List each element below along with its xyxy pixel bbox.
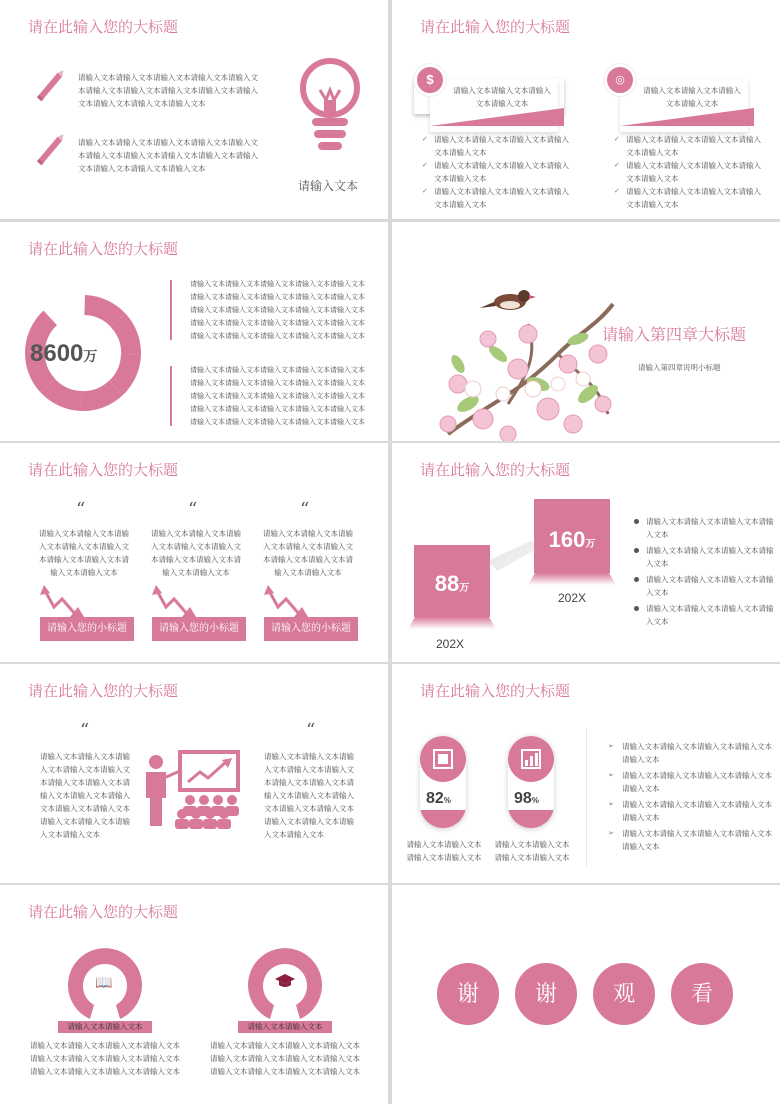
paragraph-1: 请输入文本请输入文本请输入文本请输入文本请输入文本请输入文本请输入文本请输入文本请输入文本请输入文本请输入文本请输入文本请输入文本请输入文本请输入文本请输入文本请输入文本请输入文本请输入文本请输入文本请输入文本请输入文本请输入文本请输入文本请输入文本 (190, 281, 365, 340)
slide-title: 请在此输入您的大标题 (420, 462, 571, 479)
subtitle-label: 请输入您的小标题 (264, 617, 358, 641)
list-item: ✓ 请输入文本请输入文本请输入文本请输入文本请输入文本 (614, 185, 766, 211)
quote-mark: “ (76, 499, 86, 520)
label-1: 请输入文本请输入文本 (58, 1021, 152, 1033)
slide-title: 请在此输入您的大标题 (28, 904, 179, 921)
thanks-char: 观 (593, 963, 655, 1025)
caption-2: 请输入文本请输入文本请输入文本请输入文本 (494, 840, 570, 862)
coins-icon: ◎ (604, 64, 636, 96)
bar-value-1: 88万 (414, 545, 490, 617)
slide-title: 请在此输入您的大标题 (420, 683, 571, 700)
bar-value-2: 160万 (534, 499, 610, 573)
list-item: ➢ 请输入文本请输入文本请输入文本请输入文本请输入文本 (608, 798, 772, 824)
book-icon: 📖 (95, 974, 113, 990)
year-label-2: 202X (558, 591, 587, 605)
pencil-icon (32, 126, 72, 171)
list-item: 请输入文本请输入文本请输入文本请输入文本 (632, 573, 778, 599)
list-item: ✓ 请输入文本请输入文本请输入文本请输入文本请输入文本 (422, 133, 574, 159)
bulb-caption: 请输入文本 (298, 179, 359, 193)
chapter-subtitle: 请输入第四章说明小标题 (638, 363, 721, 372)
text-2: 请输入文本请输入文本请输入文本请输入文本请输入文本请输入文本请输入文本请输入文本请输入文本请输入文本请输入文本请输入文本 (210, 1041, 360, 1076)
label-2: 请输入文本请输入文本 (238, 1021, 332, 1033)
list-item: ➢ 请输入文本请输入文本请输入文本请输入文本请输入文本 (608, 740, 772, 766)
list-item: ➢ 请输入文本请输入文本请输入文本请输入文本请输入文本 (608, 827, 772, 853)
slide-7 (0, 664, 388, 883)
slide-title: 请在此输入您的大标题 (28, 241, 179, 258)
slide-2 (392, 0, 780, 219)
trend-down-icon (40, 585, 96, 619)
bird-icon (480, 286, 548, 316)
safe-icon (432, 748, 454, 770)
text-card: 请输入文本请输入文本请输入文本请输入文本 (430, 80, 558, 132)
slide-6 (392, 443, 780, 662)
pencil-icon (32, 62, 72, 107)
slide-10 (392, 885, 780, 1104)
list-item: 请输入文本请输入文本请输入文本请输入文本 (632, 515, 778, 541)
quote-mark: “ (300, 499, 310, 520)
lightbulb-icon (296, 56, 364, 162)
list-item: ✓ 请输入文本请输入文本请输入文本请输入文本请输入文本 (614, 133, 766, 159)
graduation-cap-icon (275, 973, 295, 989)
column-text: 请输入文本请输入文本请输入文本请输入文本请输入文本请输入文本请输入文本请输入文本请输入文本 (263, 529, 353, 577)
thanks-char: 谢 (515, 963, 577, 1025)
left-text: 请输入文本请输入文本请输入文本请输入文本请输入文本请输入文本请输入文本请输入文本请输入文本请输入文本请输入文本请输入文本请输入文本请输入文本请输入文本请输入文本 (40, 752, 130, 839)
subtitle-label: 请输入您的小标题 (152, 617, 246, 641)
list-item: 请输入文本请输入文本请输入文本请输入文本 (632, 544, 778, 570)
thanks-char: 谢 (437, 963, 499, 1025)
text-card: 请输入文本请输入文本请输入文本请输入文本 (620, 80, 748, 132)
paragraph-2: 请输入文本请输入文本请输入文本请输入文本请输入文本请输入文本请输入文本请输入文本请输入文本请输入文本请输入文本请输入文本请输入文本请输入文本请输入文本请输入文本请输入文本请输入文本请输入文本请输入文本请输入文本请输入文本请输入文本请输入文本请输入文本 (190, 367, 365, 426)
trend-down-icon (152, 585, 208, 619)
quote-mark: “ (188, 499, 198, 520)
slide-8 (392, 664, 780, 883)
slide-9 (0, 885, 388, 1104)
paragraph-1: 请输入文本请输入文本请输入文本请输入文本请输入文本请输入文本请输入文本请输入文本请输入文本请输入文本请输入文本请输入文本请输入文本 (78, 73, 258, 108)
list-item: ✓ 请输入文本请输入文本请输入文本请输入文本请输入文本 (422, 159, 574, 185)
caption-1: 请输入文本请输入文本请输入文本请输入文本 (406, 840, 482, 862)
slide-title: 请在此输入您的大标题 (420, 19, 571, 36)
text-1: 请输入文本请输入文本请输入文本请输入文本请输入文本请输入文本请输入文本请输入文本请输入文本请输入文本请输入文本请输入文本 (30, 1041, 180, 1076)
list-item: ✓ 请输入文本请输入文本请输入文本请输入文本请输入文本 (422, 185, 574, 211)
percent-1: 82% (426, 790, 451, 807)
slide-5 (0, 443, 388, 662)
column-text: 请输入文本请输入文本请输入文本请输入文本请输入文本请输入文本请输入文本请输入文本请输入文本 (151, 529, 241, 577)
slide-4 (392, 222, 780, 441)
slide-1 (0, 0, 388, 219)
list-item: 请输入文本请输入文本请输入文本请输入文本 (632, 602, 778, 628)
thanks-char: 看 (671, 963, 733, 1025)
presentation-icon (142, 750, 244, 830)
slide-title: 请在此输入您的大标题 (28, 683, 179, 700)
big-number: 8600万 (30, 340, 98, 367)
right-text: 请输入文本请输入文本请输入文本请输入文本请输入文本请输入文本请输入文本请输入文本请输入文本请输入文本请输入文本请输入文本请输入文本请输入文本请输入文本请输入文本 (264, 752, 354, 839)
dollar-icon: $ (414, 64, 446, 96)
column-text: 请输入文本请输入文本请输入文本请输入文本请输入文本请输入文本请输入文本请输入文本请输入文本 (39, 529, 129, 577)
list-item: ➢ 请输入文本请输入文本请输入文本请输入文本请输入文本 (608, 769, 772, 795)
trend-down-icon (264, 585, 320, 619)
slide-title: 请在此输入您的大标题 (28, 462, 179, 479)
quote-mark: “ (80, 720, 90, 741)
chart-icon (520, 748, 542, 770)
quote-mark: “ (306, 720, 316, 741)
slide-3 (0, 222, 388, 441)
subtitle-label: 请输入您的小标题 (40, 617, 134, 641)
list-item: ✓ 请输入文本请输入文本请输入文本请输入文本请输入文本 (614, 159, 766, 185)
paragraph-2: 请输入文本请输入文本请输入文本请输入文本请输入文本请输入文本请输入文本请输入文本请输入文本请输入文本请输入文本请输入文本请输入文本 (78, 138, 258, 173)
chapter-title: 请输入第四章大标题 (602, 327, 747, 344)
percent-2: 98% (514, 790, 539, 807)
slide-title: 请在此输入您的大标题 (28, 19, 179, 36)
year-label-1: 202X (436, 637, 465, 651)
